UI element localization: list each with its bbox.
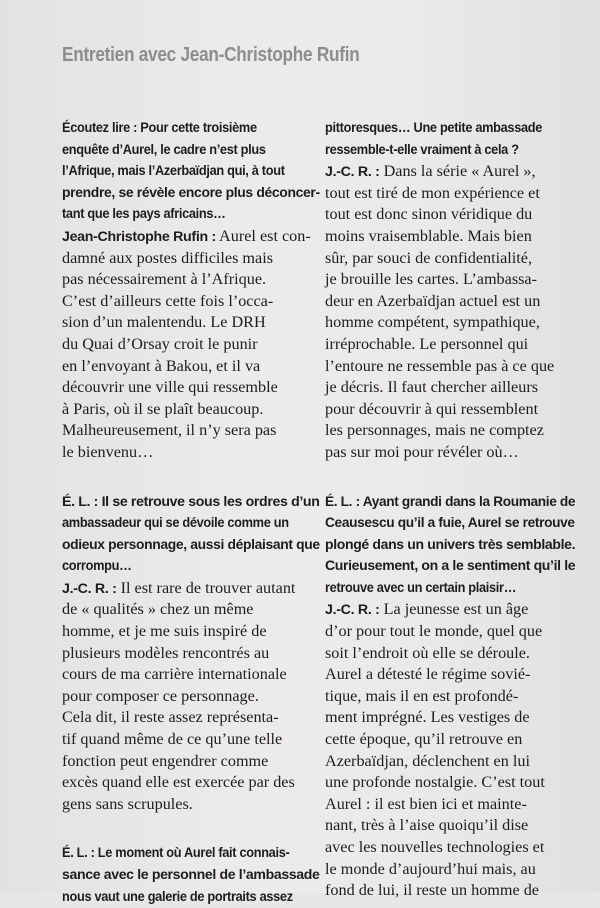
text-line: le bienvenu… <box>62 442 154 461</box>
text-line: tant que les pays africains… <box>62 206 226 223</box>
text-line: sance avec le personnel de l’ambassade <box>62 867 320 883</box>
text-line: ambassadeur qui se dévoile comme un <box>62 515 289 532</box>
text-line: nant, très à l’aise quoiqu’il dise <box>325 816 529 835</box>
text-line: une profonde nostalgie. C’est tout <box>325 773 545 792</box>
spacer <box>62 815 320 843</box>
text-line: pour composer ce personnage. <box>62 686 259 705</box>
question-2 <box>62 492 320 578</box>
text-line: moins vraisemblable. Mais bien <box>325 226 532 245</box>
text-line: prendre, se révèle encore plus déconcer- <box>62 184 320 201</box>
answer-1 <box>62 226 320 464</box>
answer-2 <box>62 578 320 816</box>
text-line: les personnages, mais ne comptez <box>325 421 544 440</box>
text-span: La jeunesse est un âge <box>379 600 529 619</box>
text-line: Aurel a détesté le régime sovié- <box>325 665 531 684</box>
text-line: ressemble-t-elle vraiment à cela ? <box>325 141 519 158</box>
text-span: Aurel est con- <box>215 226 311 245</box>
speaker-label: J.-C. R. : <box>325 602 380 619</box>
text-line: pittoresques… Une petite ambassade <box>325 120 543 136</box>
text-line: le monde d’aujourd’hui mais, au <box>325 859 536 878</box>
text-line: pour découvrir à qui ressemblent <box>325 399 539 418</box>
text-line: damné aux postes difficiles mais <box>62 248 273 267</box>
text-line: ment imprégné. Les vestiges de <box>325 708 530 727</box>
page-title: Entretien avec Jean-Christophe Rufin <box>62 44 360 66</box>
text-line: découvrir une ville qui ressemble <box>62 378 278 397</box>
text-span: Il est rare de trouver autant <box>116 578 296 597</box>
answer-4 <box>325 599 575 901</box>
right-column <box>325 118 575 902</box>
text-line: fond de lui, il reste un homme de <box>325 881 539 900</box>
speaker-label: J.-C. R. : <box>325 164 380 181</box>
text-line: l’entoure ne ressemble pas à ce que <box>325 356 555 375</box>
text-line: cette époque, qu’il retrouve en <box>325 730 523 749</box>
text-line: deur en Azerbaïdjan actuel est un <box>325 291 541 310</box>
text-line: l’Afrique, mais l’Azerbaïdjan qui, à tout <box>62 163 285 180</box>
text-line: Cela dit, il reste assez représenta- <box>62 708 279 727</box>
text-line <box>62 578 320 600</box>
left-column <box>62 118 320 908</box>
text-line: Curieusement, on a le sentiment qu’il le <box>325 558 576 575</box>
question-4 <box>325 492 575 600</box>
answer-3 <box>325 161 575 463</box>
text-line: Aurel : il est bien ici et mainte- <box>325 794 527 813</box>
text-line: corrompu… <box>62 558 132 575</box>
text-line: retrouve avec un certain plaisir… <box>325 579 517 596</box>
text-line: É. L. : Il se retrouve sous les ordres d’un <box>62 493 320 510</box>
text-line: pas nécessairement à l’Afrique. <box>62 270 267 289</box>
text-line: je brouille les cartes. L’ambassa- <box>325 270 538 289</box>
text-line: C’est d’ailleurs cette fois l’occa- <box>62 291 274 310</box>
text-line: enquête d’Aurel, le cadre n’est plus <box>62 141 266 158</box>
speaker-label: Jean-Christophe Rufin : <box>62 228 216 245</box>
question-3 <box>62 843 320 908</box>
text-line: pas sur moi pour révéler où… <box>325 442 519 461</box>
text-line: Écoutez lire : Pour cette troisième <box>62 120 257 136</box>
text-line: Ceausescu qu’il a fuie, Aurel se retrouve <box>325 515 575 532</box>
text-line: soit l’endroit où elle se déroule. <box>325 643 530 662</box>
text-line: tif quand même de ce qu’une telle <box>62 730 283 749</box>
text-line: avec les nouvelles technologies et <box>325 838 545 856</box>
text-line: É. L. : Ayant grandi dans la Roumanie de <box>325 493 576 510</box>
text-line: homme, et je me suis inspiré de <box>62 622 267 641</box>
text-line: en l’envoyant à Bakou, et il va <box>62 356 261 375</box>
text-line: tout est tiré de mon expérience et <box>325 183 540 202</box>
text-line: gens sans scrupules. <box>62 794 193 813</box>
text-line: É. L. : Le moment où Aurel fait connais- <box>62 845 290 862</box>
text-line: tout est donc sinon véridique du <box>325 205 533 224</box>
text-line: nous vaut une galerie de portraits assez <box>62 888 293 905</box>
text-line: d’or pour tout le monde, quel que <box>325 622 543 641</box>
text-line: je décris. Il faut chercher ailleurs <box>325 378 539 397</box>
text-line: irréprochable. Le personnel qui <box>325 334 529 353</box>
text-line: à Paris, où il se plaît beaucoup. <box>62 399 264 418</box>
text-line: homme compétent, sympathique, <box>325 313 540 332</box>
text-line: sûr, par souci de confidentialité, <box>325 248 533 267</box>
text-line: cours de ma carrière internationale <box>62 665 287 684</box>
text-line: sion d’un malentendu. Le DRH <box>62 313 266 332</box>
text-span: Dans la série « Aurel », <box>379 162 536 181</box>
text-line: excès quand elle est exercée par des <box>62 773 295 792</box>
spacer <box>325 464 575 492</box>
text-line: du Quai d’Orsay croit le punir <box>62 334 258 353</box>
text-line: tique, mais il en est profondé- <box>325 686 519 705</box>
text-line <box>325 599 575 621</box>
text-line: plongé dans un univers très semblable. <box>325 536 576 553</box>
text-line: Malheureusement, il n’y sera pas <box>62 421 277 440</box>
text-line: odieux personnage, aussi déplaisant que <box>62 536 320 553</box>
text-line: Azerbaïdjan, déclenchent en lui <box>325 751 530 770</box>
question-3-continued <box>325 118 575 161</box>
spacer <box>62 464 320 492</box>
text-line <box>62 226 320 248</box>
text-line: plusieurs modèles rencontrés au <box>62 643 270 662</box>
text-line <box>325 161 575 183</box>
speaker-label: J.-C. R. : <box>62 580 117 597</box>
text-line: fonction peut engendrer comme <box>62 751 269 770</box>
question-1 <box>62 118 320 226</box>
text-line: de « qualités » chez un même <box>62 600 254 619</box>
